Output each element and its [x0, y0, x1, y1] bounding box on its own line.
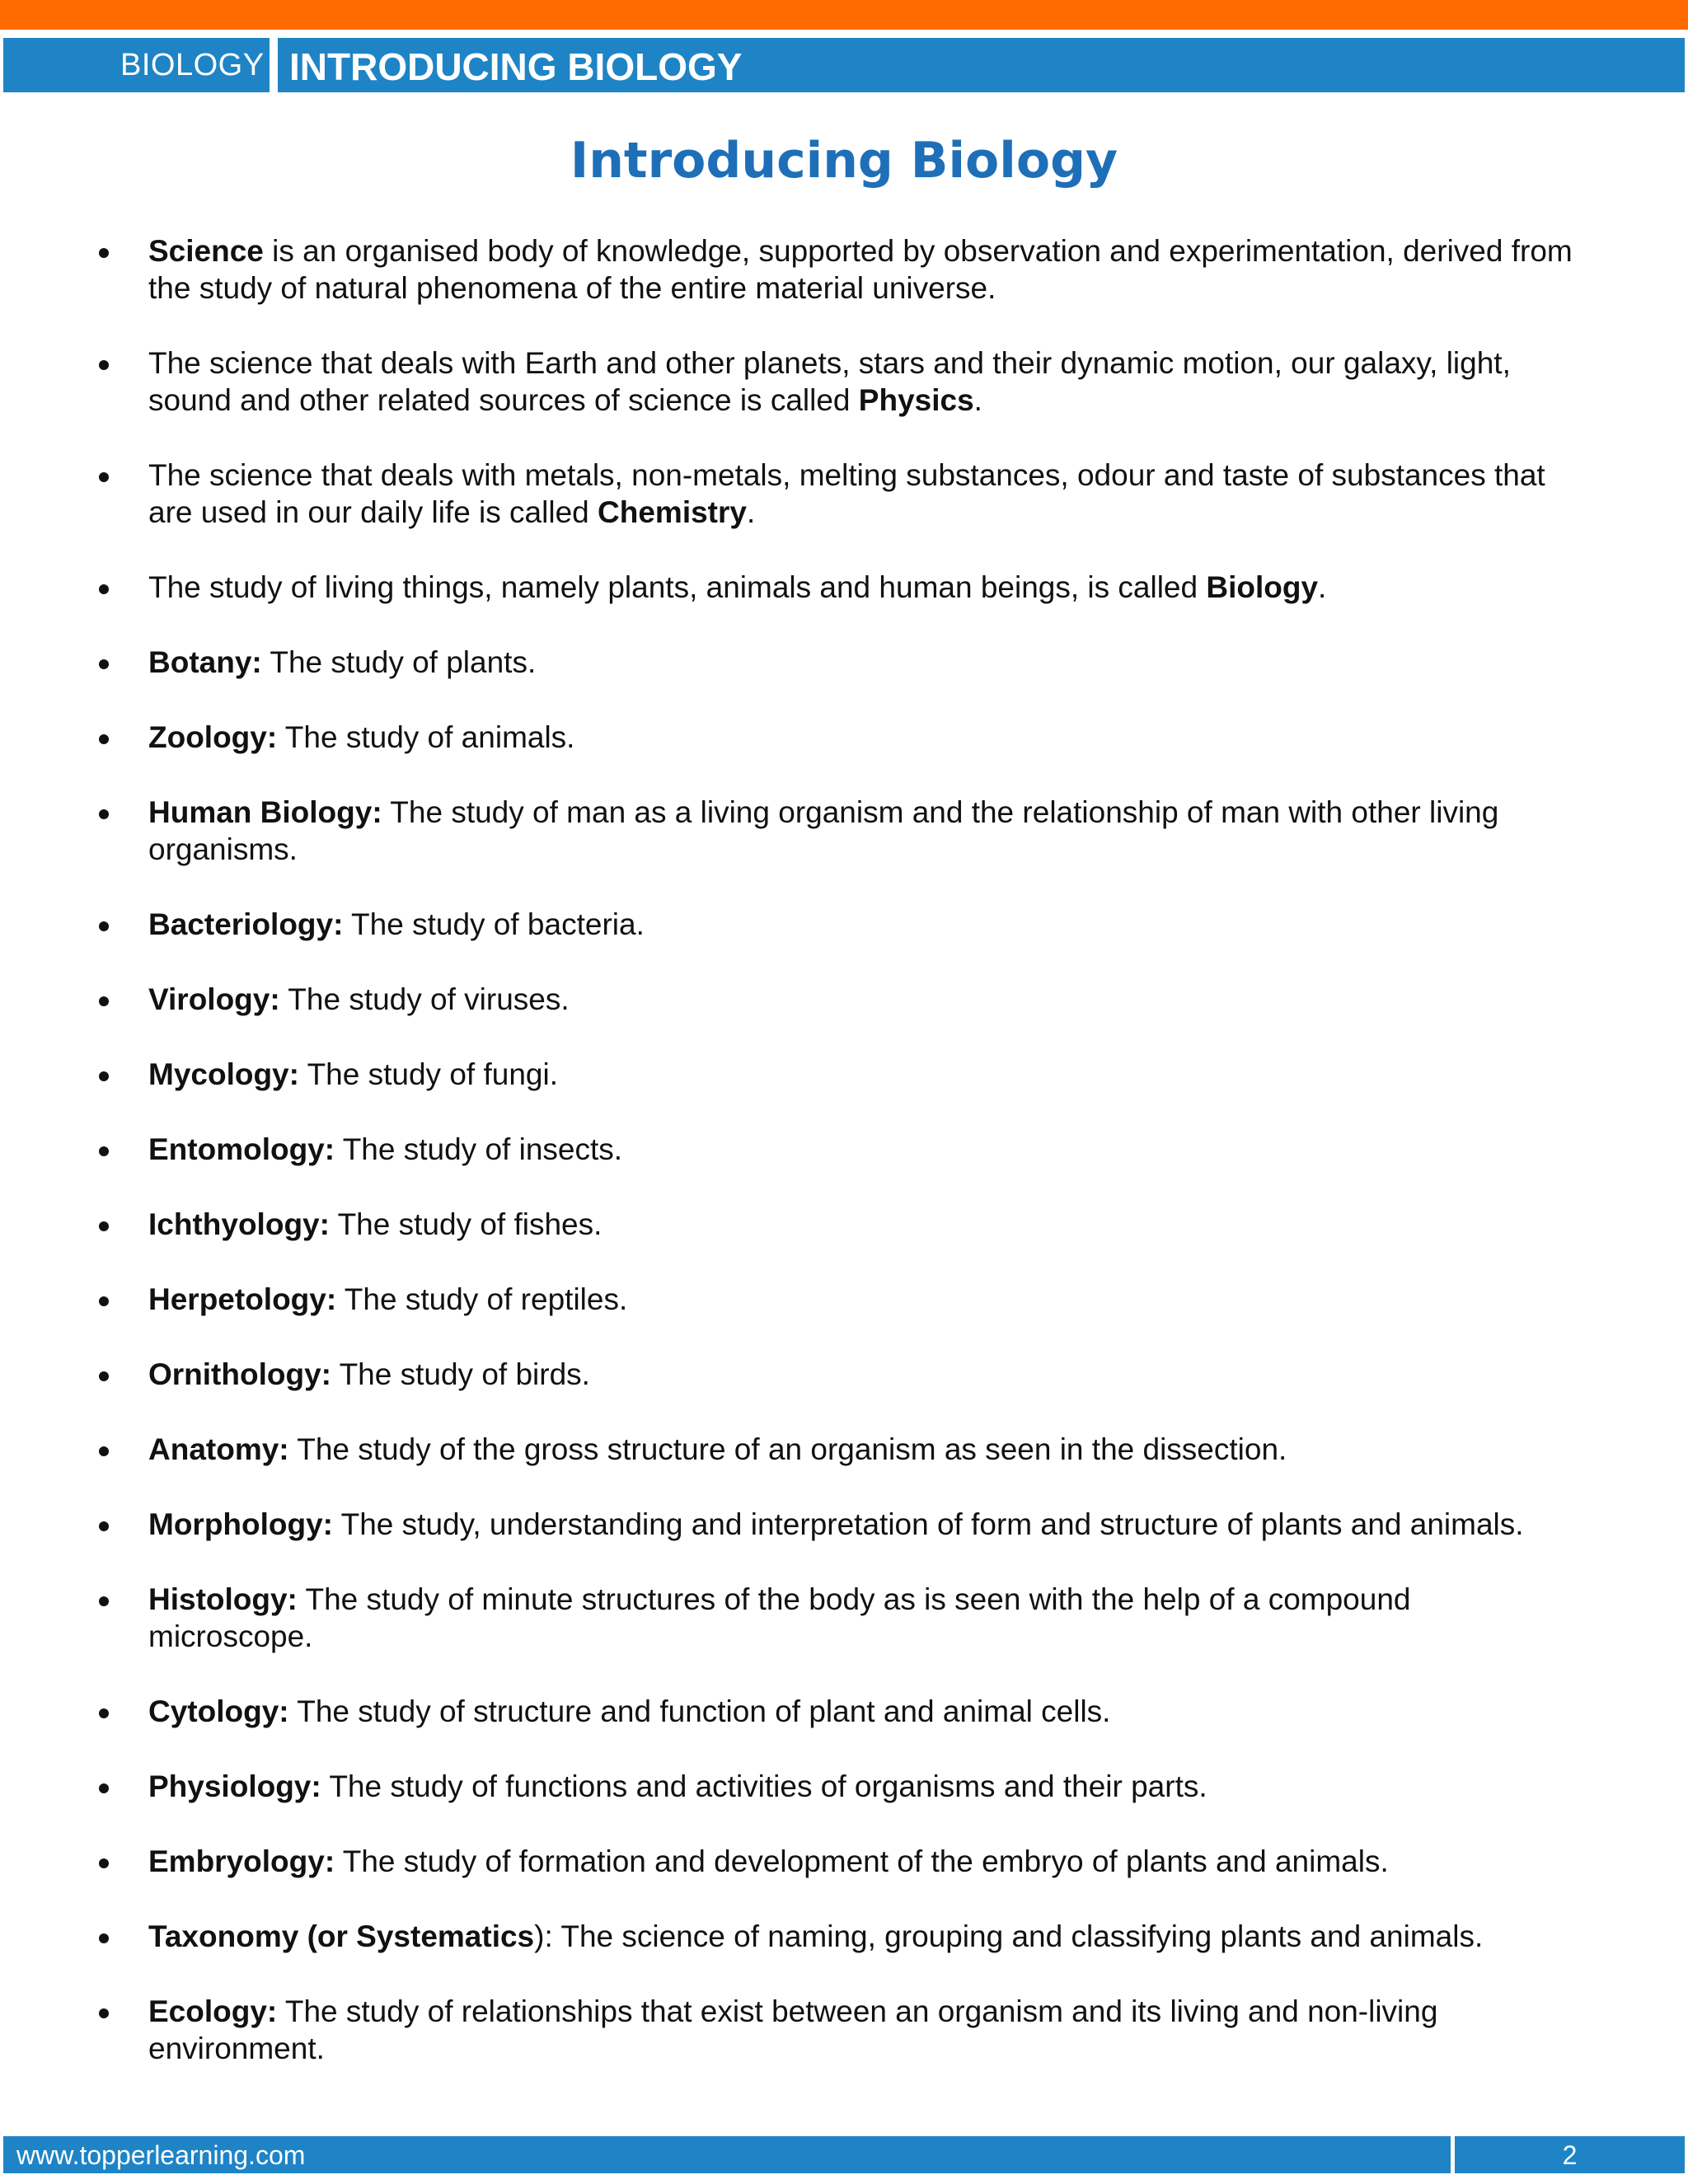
definition: The study of formation and development of the embryo of plants and animals. [335, 1844, 1389, 1878]
definition: The science that deals with metals, non-metals, melting substances, odour and taste of substances that are used in our daily life is called [148, 458, 1545, 529]
header-chapter-title: INTRODUCING BIOLOGY [289, 45, 743, 88]
term: Virology: [148, 982, 280, 1016]
bullet-icon [99, 996, 109, 1006]
definition: The study of minute structures of the body as is seen with the help of a compound microscope. [148, 1582, 1411, 1653]
definition: The study of birds. [331, 1357, 590, 1391]
page-number: 2 [1562, 2140, 1578, 2170]
list-item-zoology [0, 719, 1688, 756]
list-item-botany [0, 644, 1688, 681]
term: Embryology: [148, 1844, 335, 1878]
list-item-entomology [0, 1131, 1688, 1168]
list-item-histology [0, 1581, 1688, 1655]
list-item-chemistry [0, 457, 1688, 531]
punctuation: . [973, 383, 982, 417]
term: Human Biology: [148, 795, 382, 829]
definition: is an organised body of knowledge, supported by observation and experimentation, derived from the study of natural phenomena of the entire material universe. [148, 234, 1573, 305]
header-subject: BIOLOGY [120, 48, 265, 82]
term: Ornithology: [148, 1357, 331, 1391]
list-item-cytology [0, 1693, 1688, 1730]
definition: The study of fungi. [298, 1057, 558, 1091]
list-item-embryology [0, 1843, 1688, 1880]
definition: The study of viruses. [279, 982, 570, 1016]
term: Physiology: [148, 1769, 321, 1803]
bullet-icon [99, 1296, 109, 1306]
definitions-list [0, 232, 1688, 2105]
term: Ichthyology: [148, 1207, 330, 1241]
bullet-icon [99, 809, 109, 819]
term: Biology [1206, 570, 1319, 604]
bullet-icon [99, 248, 109, 258]
list-item-herpetology [0, 1281, 1688, 1318]
list-item-ecology [0, 1993, 1688, 2067]
list-item-physics [0, 344, 1688, 419]
definition: The study of insects. [335, 1132, 623, 1166]
definition: The study of living things, namely plants, animals and human beings, is called [148, 570, 1207, 604]
bullet-icon [99, 1783, 109, 1793]
list-item-ornithology [0, 1356, 1688, 1393]
term: Taxonomy (or Systematics [148, 1919, 535, 1953]
definition: The study of structure and function of plant and animal cells. [288, 1694, 1111, 1728]
bullet-icon [99, 659, 109, 669]
list-item-bacteriology [0, 906, 1688, 943]
term: Science [148, 234, 264, 268]
list-item-mycology [0, 1056, 1688, 1093]
list-item-human-biology [0, 794, 1688, 868]
term: Entomology: [148, 1132, 335, 1166]
header-divider [270, 38, 278, 92]
bullet-icon [99, 472, 109, 482]
bullet-icon [99, 1933, 109, 1943]
definition: The study of fishes. [329, 1207, 603, 1241]
top-accent-strip [0, 0, 1688, 30]
punctuation: . [1318, 570, 1327, 604]
list-item-ichthyology [0, 1206, 1688, 1243]
term: Anatomy: [148, 1432, 289, 1466]
term: Zoology: [148, 720, 278, 754]
list-item-taxonomy [0, 1918, 1688, 1955]
term: Histology: [148, 1582, 298, 1616]
definition: The study of functions and activities of organisms and their parts. [321, 1769, 1207, 1803]
bullet-icon [99, 921, 109, 931]
term: Ecology: [148, 1994, 278, 2028]
definition: The study of animals. [277, 720, 575, 754]
definition: The study of reptiles. [336, 1282, 628, 1316]
bullet-icon [99, 1371, 109, 1381]
definition: The study of relationships that exist between an organism and its living and non-living environment. [148, 1994, 1438, 2065]
term: Chemistry [598, 495, 747, 529]
bullet-icon [99, 1221, 109, 1231]
definition: The study of bacteria. [343, 907, 645, 941]
definition: The study of plants. [261, 645, 537, 679]
bullet-icon [99, 1596, 109, 1606]
definition: The study, understanding and interpretation of form and structure of plants and animals. [333, 1507, 1524, 1541]
term: Botany: [148, 645, 262, 679]
bullet-icon [99, 1708, 109, 1718]
bullet-icon [99, 360, 109, 370]
definition: ): The science of naming, grouping and classifying plants and animals. [534, 1919, 1484, 1953]
bullet-icon [99, 1521, 109, 1531]
definition: The science that deals with Earth and other planets, stars and their dynamic motion, our galaxy, light, sound and other related sources of science is called [148, 346, 1511, 417]
list-item-anatomy [0, 1431, 1688, 1468]
list-item-science [0, 232, 1688, 307]
bullet-icon [99, 1071, 109, 1081]
list-item-morphology [0, 1506, 1688, 1543]
footer-website-link[interactable]: www.topperlearning.com [16, 2140, 306, 2170]
term: Physics [858, 383, 974, 417]
bullet-icon [99, 2008, 109, 2018]
bullet-icon [99, 1858, 109, 1868]
list-item-virology [0, 981, 1688, 1018]
term: Bacteriology: [148, 907, 344, 941]
list-item-physiology [0, 1768, 1688, 1805]
bullet-icon [99, 734, 109, 744]
page-title: Introducing Biology [570, 132, 1118, 190]
term: Morphology: [148, 1507, 334, 1541]
term: Herpetology: [148, 1282, 337, 1316]
definition: The study of the gross structure of an organism as seen in the dissection. [288, 1432, 1287, 1466]
bullet-icon [99, 584, 109, 594]
term: Cytology: [148, 1694, 289, 1728]
bullet-icon [99, 1146, 109, 1156]
punctuation: . [746, 495, 756, 529]
definition: The study of man as a living organism and the relationship of man with other living organisms. [148, 795, 1499, 866]
term: Mycology: [148, 1057, 299, 1091]
list-item-biology [0, 569, 1688, 606]
bullet-icon [99, 1446, 109, 1456]
